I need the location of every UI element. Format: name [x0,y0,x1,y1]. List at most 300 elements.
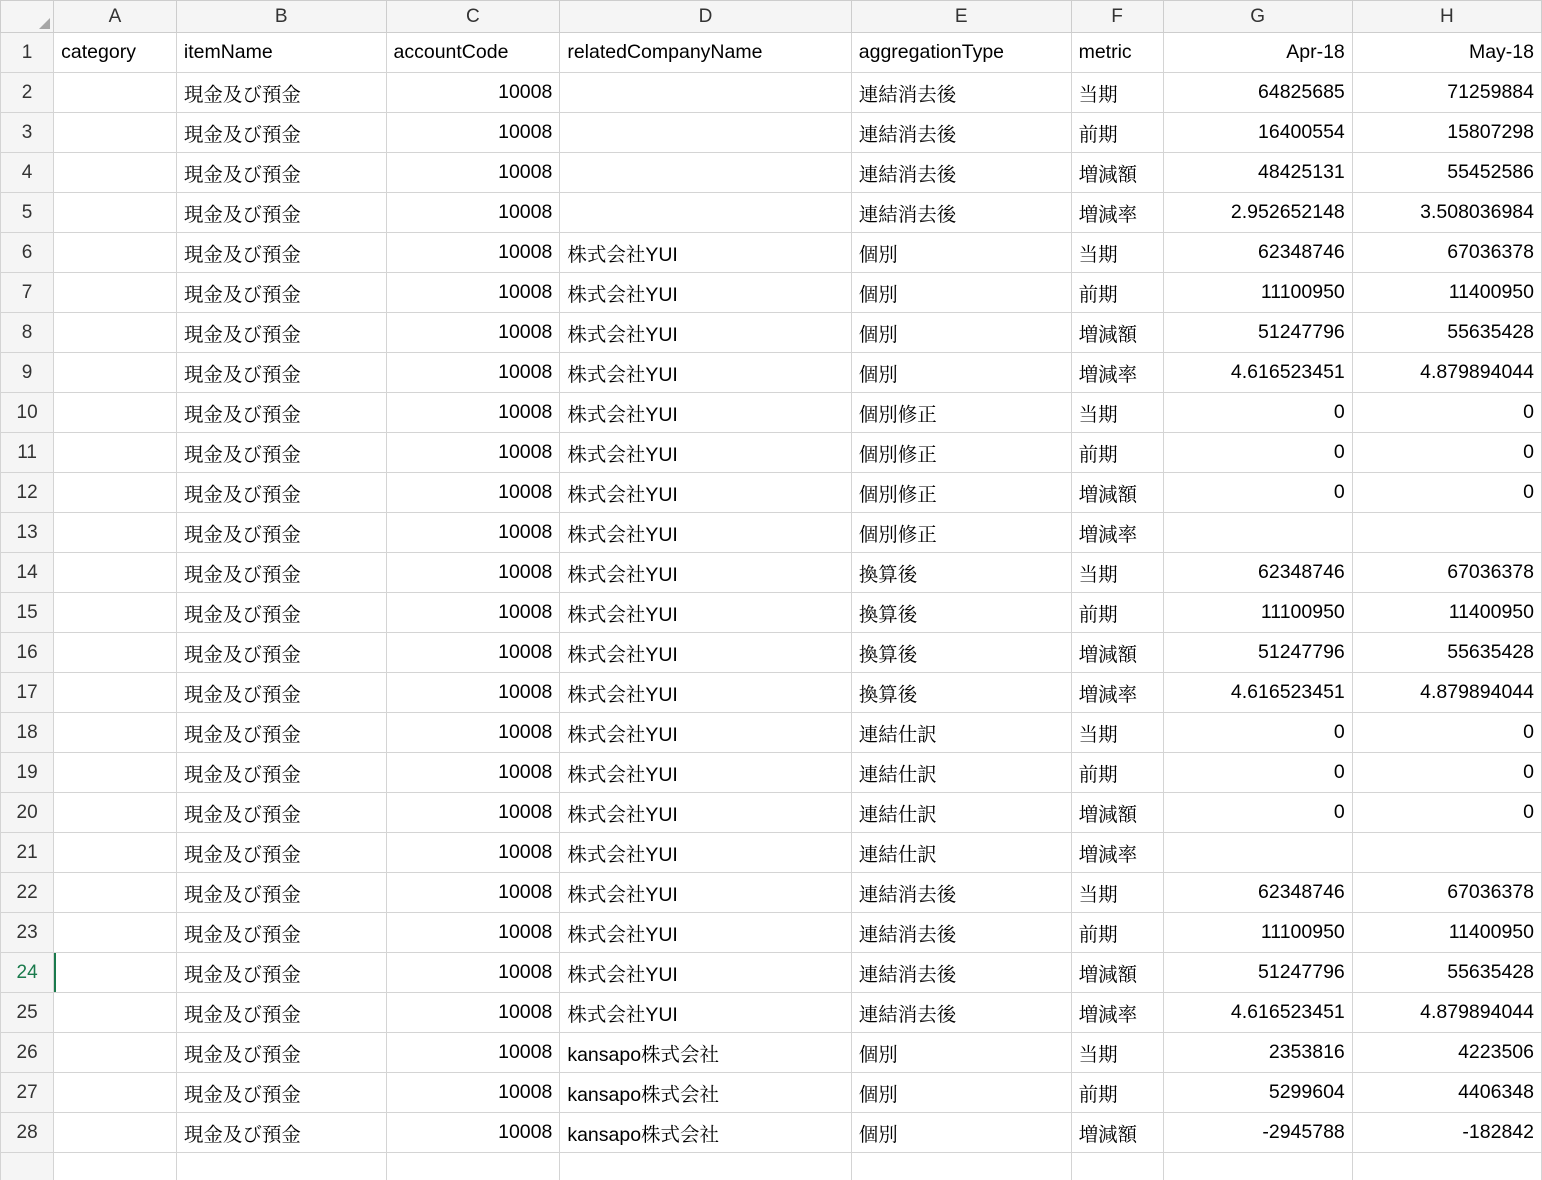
cell-g9[interactable]: 4.616523451 [1163,353,1352,393]
column-header-h[interactable]: H [1352,1,1541,33]
cell-c25[interactable]: 10008 [386,993,560,1033]
cell-c17[interactable]: 10008 [386,673,560,713]
cell-c18[interactable]: 10008 [386,713,560,753]
cell-a10[interactable] [54,393,177,433]
row-header-2[interactable]: 2 [1,73,54,113]
cell-d13[interactable]: 株式会社YUI [560,513,851,553]
cell-a7[interactable] [54,273,177,313]
table-row [1,513,1542,553]
cell-b3[interactable]: 現金及び預金 [176,113,386,153]
cell-d9[interactable]: 株式会社YUI [560,353,851,393]
table-row [1,473,1542,513]
cell-e16[interactable]: 換算後 [851,633,1071,673]
cell-f6[interactable]: 当期 [1071,233,1163,273]
cell-b14[interactable]: 現金及び預金 [176,553,386,593]
cell-a25[interactable] [54,993,177,1033]
cell-f26[interactable]: 当期 [1071,1033,1163,1073]
cell-g19[interactable]: 0 [1163,753,1352,793]
table-row [1,993,1542,1033]
cell-e5[interactable]: 連結消去後 [851,193,1071,233]
cell-e6[interactable]: 個別 [851,233,1071,273]
cell-partial-0[interactable] [1,1153,54,1180]
cell-b28[interactable]: 現金及び預金 [176,1113,386,1153]
cell-e17[interactable]: 換算後 [851,673,1071,713]
cell-h3[interactable]: 15807298 [1352,113,1541,153]
cell-h6[interactable]: 67036378 [1352,233,1541,273]
row-header-20[interactable]: 20 [1,793,54,833]
table-row [1,873,1542,913]
row-header-27[interactable]: 27 [1,1073,54,1113]
cell-b23[interactable]: 現金及び預金 [176,913,386,953]
cell-g18[interactable]: 0 [1163,713,1352,753]
cell-c1[interactable]: accountCode [386,33,560,73]
cell-f20[interactable]: 増減額 [1071,793,1163,833]
cell-c2[interactable]: 10008 [386,73,560,113]
row-header-12[interactable]: 12 [1,473,54,513]
column-header-row [1,1,1542,33]
cell-c22[interactable]: 10008 [386,873,560,913]
cell-h10[interactable]: 0 [1352,393,1541,433]
cell-g5[interactable]: 2.952652148 [1163,193,1352,233]
cell-b8[interactable]: 現金及び預金 [176,313,386,353]
cell-a28[interactable] [54,1113,177,1153]
cell-d17[interactable]: 株式会社YUI [560,673,851,713]
cell-c27[interactable]: 10008 [386,1073,560,1113]
row-header-9[interactable]: 9 [1,353,54,393]
table-row [1,153,1542,193]
cell-a22[interactable] [54,873,177,913]
cell-h4[interactable]: 55452586 [1352,153,1541,193]
cell-partial-7[interactable] [1163,1153,1352,1180]
cell-g26[interactable]: 2353816 [1163,1033,1352,1073]
row-header-28[interactable]: 28 [1,1113,54,1153]
cell-d7[interactable]: 株式会社YUI [560,273,851,313]
cell-f10[interactable]: 当期 [1071,393,1163,433]
table-row [1,953,1542,993]
cell-b13[interactable]: 現金及び預金 [176,513,386,553]
cell-f17[interactable]: 増減率 [1071,673,1163,713]
cell-h2[interactable]: 71259884 [1352,73,1541,113]
cell-f8[interactable]: 増減額 [1071,313,1163,353]
row-header-24[interactable]: 24 [1,953,54,993]
cell-d21[interactable]: 株式会社YUI [560,833,851,873]
cell-partial-5[interactable] [851,1153,1071,1180]
cell-b22[interactable]: 現金及び預金 [176,873,386,913]
cell-h22[interactable]: 67036378 [1352,873,1541,913]
cell-c21[interactable]: 10008 [386,833,560,873]
cell-e20[interactable]: 連結仕訳 [851,793,1071,833]
cell-g24[interactable]: 51247796 [1163,953,1352,993]
select-all-corner[interactable] [1,1,54,33]
cell-d15[interactable]: 株式会社YUI [560,593,851,633]
column-header-f[interactable]: F [1071,1,1163,33]
cell-a23[interactable] [54,913,177,953]
cell-c5[interactable]: 10008 [386,193,560,233]
row-header-23[interactable]: 23 [1,913,54,953]
cell-a15[interactable] [54,593,177,633]
cell-g3[interactable]: 16400554 [1163,113,1352,153]
cell-h13[interactable] [1352,513,1541,553]
cell-h16[interactable]: 55635428 [1352,633,1541,673]
cell-g4[interactable]: 48425131 [1163,153,1352,193]
cell-f3[interactable]: 前期 [1071,113,1163,153]
table-row [1,353,1542,393]
cell-d14[interactable]: 株式会社YUI [560,553,851,593]
cell-g11[interactable]: 0 [1163,433,1352,473]
cell-partial-6[interactable] [1071,1153,1163,1180]
cell-e2[interactable]: 連結消去後 [851,73,1071,113]
cell-d6[interactable]: 株式会社YUI [560,233,851,273]
cell-b18[interactable]: 現金及び預金 [176,713,386,753]
table-row [1,193,1542,233]
row-header-8[interactable]: 8 [1,313,54,353]
cell-a18[interactable] [54,713,177,753]
cell-b12[interactable]: 現金及び預金 [176,473,386,513]
cell-b10[interactable]: 現金及び預金 [176,393,386,433]
row-header-3[interactable]: 3 [1,113,54,153]
cell-b26[interactable]: 現金及び預金 [176,1033,386,1073]
cell-b5[interactable]: 現金及び預金 [176,193,386,233]
cell-d24[interactable]: 株式会社YUI [560,953,851,993]
cell-a24[interactable] [54,953,177,993]
cell-e25[interactable]: 連結消去後 [851,993,1071,1033]
cell-c9[interactable]: 10008 [386,353,560,393]
cell-a11[interactable] [54,433,177,473]
cell-b11[interactable]: 現金及び預金 [176,433,386,473]
cell-d22[interactable]: 株式会社YUI [560,873,851,913]
cell-b25[interactable]: 現金及び預金 [176,993,386,1033]
cell-e22[interactable]: 連結消去後 [851,873,1071,913]
cell-c14[interactable]: 10008 [386,553,560,593]
cell-d1[interactable]: relatedCompanyName [560,33,851,73]
cell-c16[interactable]: 10008 [386,633,560,673]
table-row [1,593,1542,633]
select-all-triangle-icon [39,18,50,29]
table-row [1,1073,1542,1113]
column-header-d[interactable]: D [560,1,851,33]
row-header-4[interactable]: 4 [1,153,54,193]
cell-g20[interactable]: 0 [1163,793,1352,833]
cell-d23[interactable]: 株式会社YUI [560,913,851,953]
cell-d18[interactable]: 株式会社YUI [560,713,851,753]
cell-b21[interactable]: 現金及び預金 [176,833,386,873]
cell-b27[interactable]: 現金及び預金 [176,1073,386,1113]
row-header-1[interactable]: 1 [1,33,54,73]
cell-g7[interactable]: 11100950 [1163,273,1352,313]
table-row [1,713,1542,753]
cell-h5[interactable]: 3.508036984 [1352,193,1541,233]
table-row [1,273,1542,313]
row-header-14[interactable]: 14 [1,553,54,593]
cell-c20[interactable]: 10008 [386,793,560,833]
table-row [1,433,1542,473]
row-header-17[interactable]: 17 [1,673,54,713]
row-header-10[interactable]: 10 [1,393,54,433]
cell-f27[interactable]: 前期 [1071,1073,1163,1113]
cell-h27[interactable]: 4406348 [1352,1073,1541,1113]
cell-e4[interactable]: 連結消去後 [851,153,1071,193]
table-row [1,753,1542,793]
cell-f28[interactable]: 増減額 [1071,1113,1163,1153]
cell-b4[interactable]: 現金及び預金 [176,153,386,193]
cell-f16[interactable]: 増減額 [1071,633,1163,673]
cell-g17[interactable]: 4.616523451 [1163,673,1352,713]
cell-g23[interactable]: 11100950 [1163,913,1352,953]
column-header-c[interactable]: C [386,1,560,33]
cell-b17[interactable]: 現金及び預金 [176,673,386,713]
cell-e8[interactable]: 個別 [851,313,1071,353]
table-row [1,673,1542,713]
cell-e13[interactable]: 個別修正 [851,513,1071,553]
table-row [1,833,1542,873]
cell-g15[interactable]: 11100950 [1163,593,1352,633]
cell-c7[interactable]: 10008 [386,273,560,313]
table-row-partial [1,1153,1542,1180]
cell-c6[interactable]: 10008 [386,233,560,273]
cell-d5[interactable] [560,193,851,233]
cell-e10[interactable]: 個別修正 [851,393,1071,433]
cell-f12[interactable]: 増減額 [1071,473,1163,513]
cell-e28[interactable]: 個別 [851,1113,1071,1153]
cell-f5[interactable]: 増減率 [1071,193,1163,233]
cell-e18[interactable]: 連結仕訳 [851,713,1071,753]
cell-g28[interactable]: -2945788 [1163,1113,1352,1153]
row-header-21[interactable]: 21 [1,833,54,873]
cell-a4[interactable] [54,153,177,193]
cell-h12[interactable]: 0 [1352,473,1541,513]
cell-h17[interactable]: 4.879894044 [1352,673,1541,713]
cell-e3[interactable]: 連結消去後 [851,113,1071,153]
cell-f19[interactable]: 前期 [1071,753,1163,793]
cell-c10[interactable]: 10008 [386,393,560,433]
cell-b9[interactable]: 現金及び預金 [176,353,386,393]
cell-a20[interactable] [54,793,177,833]
cell-h19[interactable]: 0 [1352,753,1541,793]
cell-h1[interactable]: May-18 [1352,33,1541,73]
cell-e12[interactable]: 個別修正 [851,473,1071,513]
row-header-16[interactable]: 16 [1,633,54,673]
cell-a6[interactable] [54,233,177,273]
cell-e11[interactable]: 個別修正 [851,433,1071,473]
cell-c19[interactable]: 10008 [386,753,560,793]
cell-c3[interactable]: 10008 [386,113,560,153]
cell-d11[interactable]: 株式会社YUI [560,433,851,473]
cell-c15[interactable]: 10008 [386,593,560,633]
cell-d27[interactable]: kansapo株式会社 [560,1073,851,1113]
cell-b1[interactable]: itemName [176,33,386,73]
cell-a8[interactable] [54,313,177,353]
cell-g13[interactable] [1163,513,1352,553]
cell-a19[interactable] [54,753,177,793]
row-header-15[interactable]: 15 [1,593,54,633]
cell-partial-3[interactable] [386,1153,560,1180]
cell-c4[interactable]: 10008 [386,153,560,193]
cell-e14[interactable]: 換算後 [851,553,1071,593]
row-header-19[interactable]: 19 [1,753,54,793]
table-row [1,633,1542,673]
row-header-6[interactable]: 6 [1,233,54,273]
cell-h11[interactable]: 0 [1352,433,1541,473]
cell-e24[interactable]: 連結消去後 [851,953,1071,993]
cell-g16[interactable]: 51247796 [1163,633,1352,673]
cell-e9[interactable]: 個別 [851,353,1071,393]
cell-f14[interactable]: 当期 [1071,553,1163,593]
cell-e7[interactable]: 個別 [851,273,1071,313]
cell-a3[interactable] [54,113,177,153]
cell-c28[interactable]: 10008 [386,1113,560,1153]
cell-f21[interactable]: 増減率 [1071,833,1163,873]
table-row [1,913,1542,953]
cell-c11[interactable]: 10008 [386,433,560,473]
cell-f4[interactable]: 増減額 [1071,153,1163,193]
cell-f25[interactable]: 増減率 [1071,993,1163,1033]
cell-g21[interactable] [1163,833,1352,873]
row-header-22[interactable]: 22 [1,873,54,913]
cell-h15[interactable]: 11400950 [1352,593,1541,633]
table-row [1,393,1542,433]
row-header-26[interactable]: 26 [1,1033,54,1073]
row-header-13[interactable]: 13 [1,513,54,553]
cell-g1[interactable]: Apr-18 [1163,33,1352,73]
cell-d10[interactable]: 株式会社YUI [560,393,851,433]
cell-h18[interactable]: 0 [1352,713,1541,753]
cell-a26[interactable] [54,1033,177,1073]
cell-h28[interactable]: -182842 [1352,1113,1541,1153]
cell-e1[interactable]: aggregationType [851,33,1071,73]
cell-d16[interactable]: 株式会社YUI [560,633,851,673]
cell-g8[interactable]: 51247796 [1163,313,1352,353]
cell-b20[interactable]: 現金及び預金 [176,793,386,833]
cell-h24[interactable]: 55635428 [1352,953,1541,993]
cell-b6[interactable]: 現金及び預金 [176,233,386,273]
cell-a9[interactable] [54,353,177,393]
cell-f22[interactable]: 当期 [1071,873,1163,913]
cell-h21[interactable] [1352,833,1541,873]
column-header-g[interactable]: G [1163,1,1352,33]
cell-f2[interactable]: 当期 [1071,73,1163,113]
table-row [1,553,1542,593]
cell-f18[interactable]: 当期 [1071,713,1163,753]
cell-d12[interactable]: 株式会社YUI [560,473,851,513]
cell-f23[interactable]: 前期 [1071,913,1163,953]
cell-h8[interactable]: 55635428 [1352,313,1541,353]
cell-partial-8[interactable] [1352,1153,1541,1180]
cell-e26[interactable]: 個別 [851,1033,1071,1073]
cell-h20[interactable]: 0 [1352,793,1541,833]
cell-g27[interactable]: 5299604 [1163,1073,1352,1113]
column-header-a[interactable]: A [54,1,177,33]
cell-e23[interactable]: 連結消去後 [851,913,1071,953]
table-row [1,113,1542,153]
cell-g2[interactable]: 64825685 [1163,73,1352,113]
cell-h23[interactable]: 11400950 [1352,913,1541,953]
table-row [1,73,1542,113]
cell-b24[interactable]: 現金及び預金 [176,953,386,993]
cell-b7[interactable]: 現金及び預金 [176,273,386,313]
cell-d28[interactable]: kansapo株式会社 [560,1113,851,1153]
cell-a12[interactable] [54,473,177,513]
cell-e21[interactable]: 連結仕訳 [851,833,1071,873]
cell-e15[interactable]: 換算後 [851,593,1071,633]
column-header-e[interactable]: E [851,1,1071,33]
cell-f1[interactable]: metric [1071,33,1163,73]
cell-g12[interactable]: 0 [1163,473,1352,513]
cell-h7[interactable]: 11400950 [1352,273,1541,313]
cell-g10[interactable]: 0 [1163,393,1352,433]
cell-a5[interactable] [54,193,177,233]
cell-f24[interactable]: 増減額 [1071,953,1163,993]
cell-b19[interactable]: 現金及び預金 [176,753,386,793]
cell-d25[interactable]: 株式会社YUI [560,993,851,1033]
table-row [1,1113,1542,1153]
cell-d4[interactable] [560,153,851,193]
cell-a2[interactable] [54,73,177,113]
cell-b15[interactable]: 現金及び預金 [176,593,386,633]
cell-d26[interactable]: kansapo株式会社 [560,1033,851,1073]
cell-c23[interactable]: 10008 [386,913,560,953]
cell-a16[interactable] [54,633,177,673]
table-row [1,313,1542,353]
cell-a21[interactable] [54,833,177,873]
cell-f13[interactable]: 増減率 [1071,513,1163,553]
cell-b2[interactable]: 現金及び預金 [176,73,386,113]
cell-a1[interactable]: category [54,33,177,73]
cell-g22[interactable]: 62348746 [1163,873,1352,913]
row-header-7[interactable]: 7 [1,273,54,313]
cell-d2[interactable] [560,73,851,113]
cell-c24[interactable]: 10008 [386,953,560,993]
cell-a17[interactable] [54,673,177,713]
cell-d8[interactable]: 株式会社YUI [560,313,851,353]
cell-h25[interactable]: 4.879894044 [1352,993,1541,1033]
cell-c26[interactable]: 10008 [386,1033,560,1073]
cell-f7[interactable]: 前期 [1071,273,1163,313]
cell-e27[interactable]: 個別 [851,1073,1071,1113]
cell-c8[interactable]: 10008 [386,313,560,353]
cell-f11[interactable]: 前期 [1071,433,1163,473]
cell-h14[interactable]: 67036378 [1352,553,1541,593]
cell-partial-2[interactable] [176,1153,386,1180]
cell-partial-4[interactable] [560,1153,851,1180]
cell-c12[interactable]: 10008 [386,473,560,513]
cell-a14[interactable] [54,553,177,593]
cell-e19[interactable]: 連結仕訳 [851,753,1071,793]
table-row [1,793,1542,833]
cell-partial-1[interactable] [54,1153,177,1180]
cell-d20[interactable]: 株式会社YUI [560,793,851,833]
cell-g6[interactable]: 62348746 [1163,233,1352,273]
cell-h26[interactable]: 4223506 [1352,1033,1541,1073]
cell-c13[interactable]: 10008 [386,513,560,553]
cell-g25[interactable]: 4.616523451 [1163,993,1352,1033]
row-header-5[interactable]: 5 [1,193,54,233]
table-row [1,233,1542,273]
row-header-11[interactable]: 11 [1,433,54,473]
cell-h9[interactable]: 4.879894044 [1352,353,1541,393]
cell-d3[interactable] [560,113,851,153]
cell-a27[interactable] [54,1073,177,1113]
row-header-25[interactable]: 25 [1,993,54,1033]
cell-f9[interactable]: 増減率 [1071,353,1163,393]
cell-g14[interactable]: 62348746 [1163,553,1352,593]
cell-a13[interactable] [54,513,177,553]
cell-b16[interactable]: 現金及び預金 [176,633,386,673]
row-header-18[interactable]: 18 [1,713,54,753]
table-row-header [1,33,1542,73]
cell-d19[interactable]: 株式会社YUI [560,753,851,793]
column-header-b[interactable]: B [176,1,386,33]
cell-f15[interactable]: 前期 [1071,593,1163,633]
